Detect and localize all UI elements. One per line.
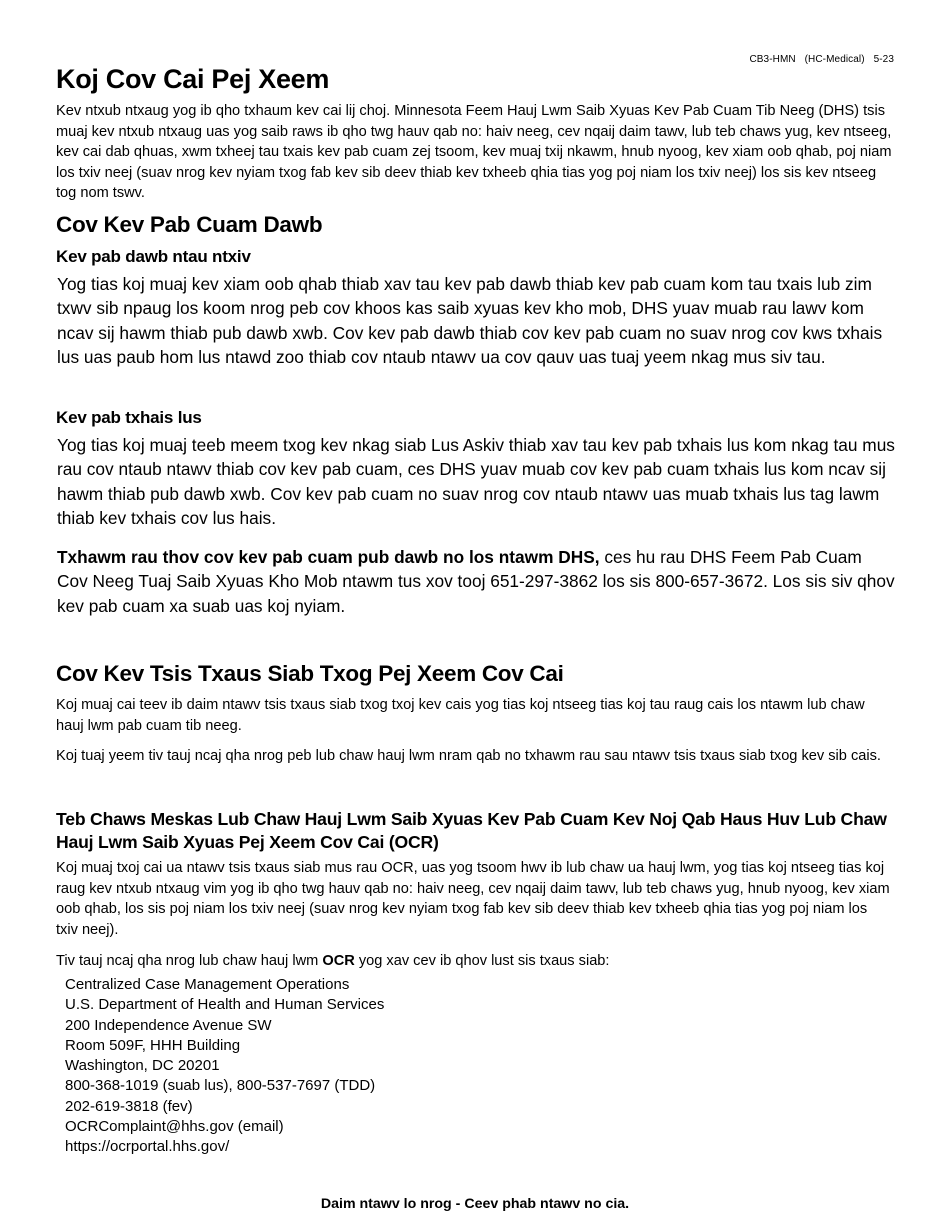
civil-rights-paragraph-2: Koj tuaj yeem tiv tauj ncaj qha nrog peb lub chaw hauj lwm nram qab no txhawm rau sau ntawv tsis txaus siab txog kev sib cais. xyxy=(56,748,881,764)
address-line: Room 509F, HHH Building xyxy=(65,1036,241,1054)
form-code xyxy=(749,54,894,65)
ocr-contact-paragraph xyxy=(56,951,894,972)
ocr-contact-bold: OCR xyxy=(322,953,355,969)
form-date: 5-23 xyxy=(873,54,894,65)
ocr-contact-post: yog xav cev ib qhov lust sis txaus siab: xyxy=(354,953,610,969)
page-title: Koj Cov Cai Pej Xeem xyxy=(56,64,330,94)
form-number: CB3-HMN xyxy=(749,54,796,65)
address-line: https://ocrportal.hhs.gov/ xyxy=(65,1138,230,1156)
address-line: 200 Independence Avenue SW xyxy=(65,1016,272,1034)
dhs-contact-paragraph xyxy=(57,545,897,618)
address-line: Centralized Case Management Operations xyxy=(65,976,350,993)
dhs-contact-lead: Txhawm rau thov cov kev pab cuam pub dawb no los ntawm DHS, xyxy=(57,547,600,567)
auxiliary-aids-paragraph: Yog tias koj muaj kev xiam oob qhab thiab xav tau kev pab dawb thiab kev pab cuam kom tau txais lub zim txwv sib npaug los koom nrog peb cov khoos kas saib xyuas kev kho mob, DHS yuav muab rau lawv kom ncav sij hawm thiab pub dawb xwb. Cov kev pab dawb thiab cov kev pab cuam no suav nrog cov kws txhais lus uas paub hom lus ntawd zoo thiab cov ntaub ntawv ua cov qauv uas tuaj yeem nkag mus siv tau. xyxy=(57,274,883,367)
ocr-address-block xyxy=(65,975,384,1158)
footer-note: Daim ntawv lo nrog - Ceev phab ntawv no cia. xyxy=(320,1196,630,1212)
form-program: (HC-Medical) xyxy=(804,54,865,65)
address-line: U.S. Department of Health and Human Services xyxy=(65,996,385,1014)
dhs-contact-text: ces hu rau DHS Feem Pab Cuam Cov Neeg Tuaj Saib Xyuas Kho Mob ntawm tus xov tooj 651-297-3862 los sis 800-657-3672. Los sis siv qhov kev pab cuam xa suab uas koj nyiam. xyxy=(57,547,895,616)
ocr-contact-pre: Tiv tauj ncaj qha nrog lub chaw hauj lwm xyxy=(56,953,323,969)
address-line: 800-368-1019 (suab lus), 800-537-7697 (TDD) xyxy=(65,1077,376,1095)
intro-paragraph: Kev ntxub ntxaug yog ib qho txhaum kev cai lij choj. Minnesota Feem Hauj Lwm Saib Xyuas Kev Pab Cuam Tib Neeg (DHS) tsis muaj kev ntxub ntxaug uas yog saib raws ib qho twg hauv qab no: haiv neeg, cev nqaij daim tawv, lub teb chaws yug, kev ntseeg, kev cai dab qhuas, xwm txheej tau txais kev pab cuam zej tsoom, kev muaj txij nkawm, hnub nyoog, kev xiam oob qhab, poj niam los txiv neej (suav nrog kev nyiam txog fab kev sib deev thiab kev txheeb qhia tias yog poj niam los txiv neej) los sis kev ntseeg tog nom tswv. xyxy=(56,103,892,202)
language-assistance-paragraph: Yog tias koj muaj teeb meem txog kev nkag siab Lus Askiv thiab xav tau kev pab txhais lus kom nkag tau mus rau cov ntaub ntawv thiab cov kev pab cuam, ces DHS yuav muab cov kev pab cuam txhais lus kom ncav sij hawm thiab pub dawb xwb. Cov kev pab cuam no suav nrog cov ntaub ntawv uas muab txhais lus tag lawm thiab kev txhais cov lus hais. xyxy=(57,435,895,528)
language-assistance-heading: Kev pab txhais lus xyxy=(56,408,202,427)
civil-rights-heading: Cov Kev Tsis Txaus Siab Txog Pej Xeem Cov Cai xyxy=(56,661,564,686)
address-line: 202-619-3818 (fev) xyxy=(65,1097,193,1115)
ocr-paragraph: Koj muaj txoj cai ua ntawv tsis txaus siab mus rau OCR, uas yog tsoom hwv ib lub chaw ua hauj lwm, yog tias koj ntseeg tias koj raug kev ntxub ntxaug vim yog ib qho twg hauv qab no: haiv neeg, cev nqaij daim tawv, lub teb chaws yug, hnub nyoog, kev xiam oob qhab, los sis poj niam los txiv neej (suav nrog kev nyiam txog fab kev sib deev thiab kev txheeb qhia tias yog poj niam los txiv neej). xyxy=(56,860,890,938)
address-line: OCRComplaint@hhs.gov (email) xyxy=(65,1118,284,1136)
address-line: Washington, DC 20201 xyxy=(65,1057,220,1075)
ocr-heading: Teb Chaws Meskas Lub Chaw Hauj Lwm Saib Xyuas Kev Pab Cuam Kev Noj Qab Haus Huv Lub Chaw Hauj Lwm Saib Xyuas Pej Xeem Cov Cai (OCR) xyxy=(56,809,887,852)
civil-rights-paragraph-1: Koj muaj cai teev ib daim ntawv tsis txaus siab txog txoj kev cais yog tias koj ntseeg tias koj tau raug cais los ntawm lub chaw hauj lwm pab cuam tib neeg. xyxy=(56,697,865,734)
auxiliary-aids-heading: Kev pab dawb ntau ntxiv xyxy=(56,247,251,266)
free-services-heading: Cov Kev Pab Cuam Dawb xyxy=(56,212,323,237)
